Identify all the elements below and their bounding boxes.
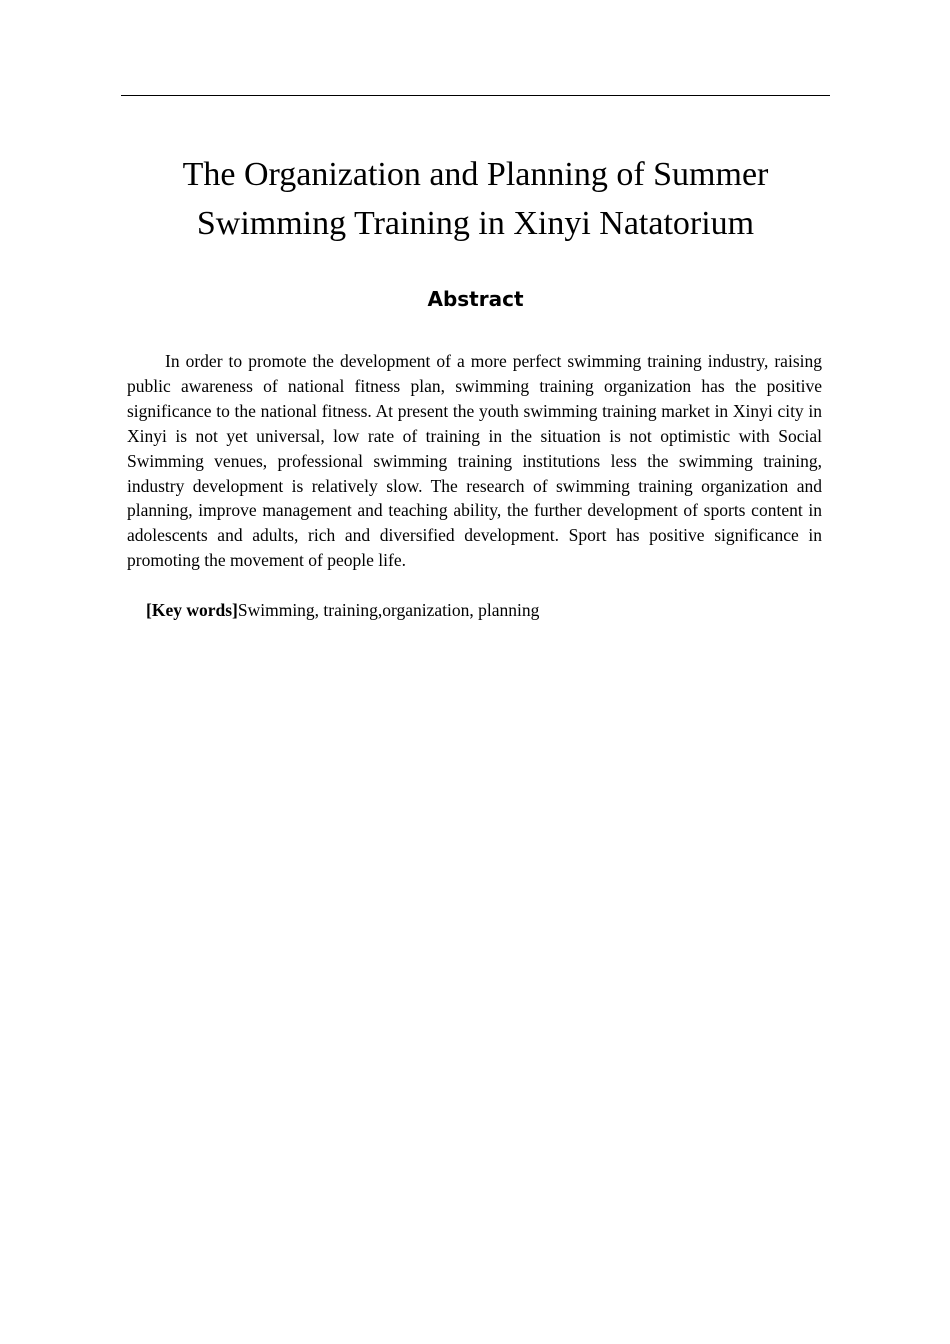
keywords-text: Swimming, training,organization, planning (237, 600, 540, 620)
paper-title-line-2: Swimming Training in Xinyi Natatorium (196, 205, 755, 242)
keywords-label: [Key words] (146, 600, 238, 620)
paper-title-line-1: The Organization and Planning of Summer (182, 156, 769, 193)
paper-title (121, 150, 830, 248)
header-rule (121, 95, 830, 96)
abstract-body: In order to promote the development of a more perfect swimming training industry, raising public awareness of national fitness plan, swimming training organization has the positive significance to the national fitness. At present the youth swimming training market in Xinyi city in Xinyi is not yet universal, low rate of training in the situation is not optimistic with Social Swimming venues, professional swimming training institutions less the swimming training, industry development is relatively slow. The research of swimming training organization and planning, improve management and teaching ability, the further development of sports content in adolescents and adults, rich and diversified development. Sport has positive significance in promoting the movement of people life. (127, 351, 822, 571)
abstract-heading: Abstract (427, 287, 524, 311)
keywords (146, 598, 830, 623)
